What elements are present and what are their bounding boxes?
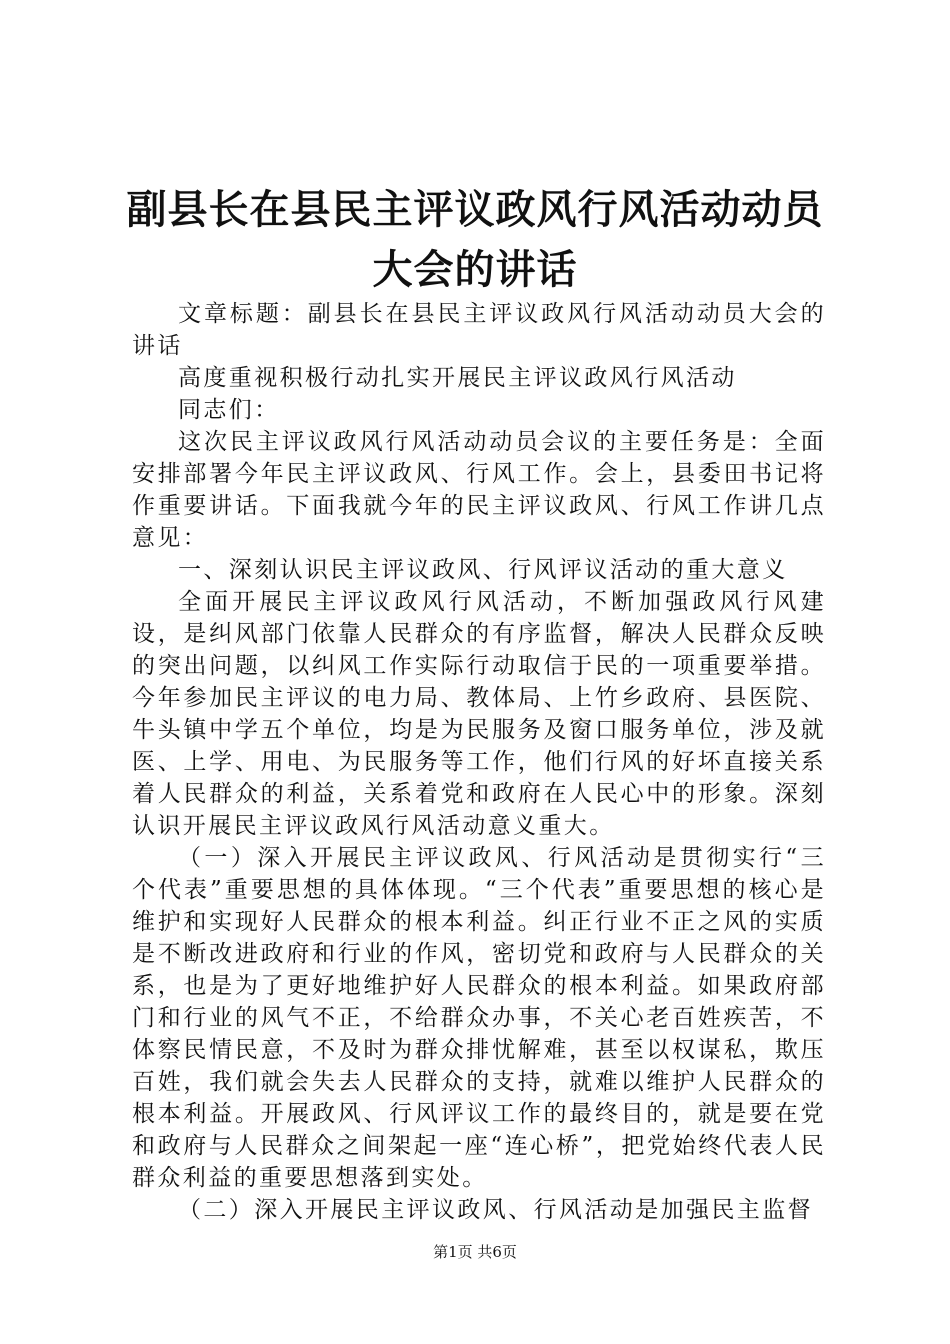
body-paragraph: 全面开展民主评议政风行风活动，不断加强政风行风建设，是纠风部门依靠人民群众的有序监督，解决人民群众反映的突出问题，以纠风工作实际行动取信于民的一项重要举措。今年参加民主评议的电力局、教体局、上竹乡政府、县医院、牛头镇中学五个单位，均是为民服务及窗口服务单位，涉及就医、上学、用电、为民服务等工作，他们行风的好坏直接关系着人民群众的利益，关系着党和政府在人民心中的形象。深刻认识开展民主评议政风行风活动意义重大。 (132, 589, 826, 839)
salutation: 同志们： (178, 397, 280, 423)
intro-paragraph: 这次民主评议政风行风活动动员会议的主要任务是：全面安排部署今年民主评议政风、行风工作。会上，县委田书记将作重要讲话。下面我就今年的民主评议政风、行风工作讲几点意见： (132, 429, 826, 551)
article-title-line: 文章标题：副县长在县民主评议政风行风活动动员大会的讲话 (132, 301, 826, 359)
document-body (132, 298, 826, 1226)
page-footer: 第1页 共6页 (433, 1243, 517, 1261)
body-paragraph: （一）深入开展民主评议政风、行风活动是贯彻实行“三个代表”重要思想的具体体现。“三个代表”重要思想的核心是维护和实现好人民群众的根本利益。纠正行业不正之风的实质是不断改进政府和行业的作风，密切党和政府与人民群众的关系，也是为了更好地维护好人民群众的根本利益。如果政府部门和行业的风气不正，不给群众办事，不关心老百姓疾苦，不体察民情民意，不及时为群众排忧解难，甚至以权谋私，欺压百姓，我们就会失去人民群众的支持，就难以维护人民群众的根本利益。开展政风、行风评议工作的最终目的，就是要在党和政府与人民群众之间架起一座“连心桥”，把党始终代表人民群众利益的重要思想落到实处。 (132, 845, 826, 1191)
subtitle-line: 高度重视积极行动扎实开展民主评议政风行风活动 (178, 365, 737, 391)
document-title: 副县长在县民主评议政风行风活动动员大会的讲话 (126, 186, 824, 293)
body-paragraph: （二）深入开展民主评议政风、行风活动是加强民主监督 (178, 1197, 813, 1223)
section-heading-1: 一、深刻认识民主评议政风、行风评议活动的重大意义 (178, 557, 788, 583)
